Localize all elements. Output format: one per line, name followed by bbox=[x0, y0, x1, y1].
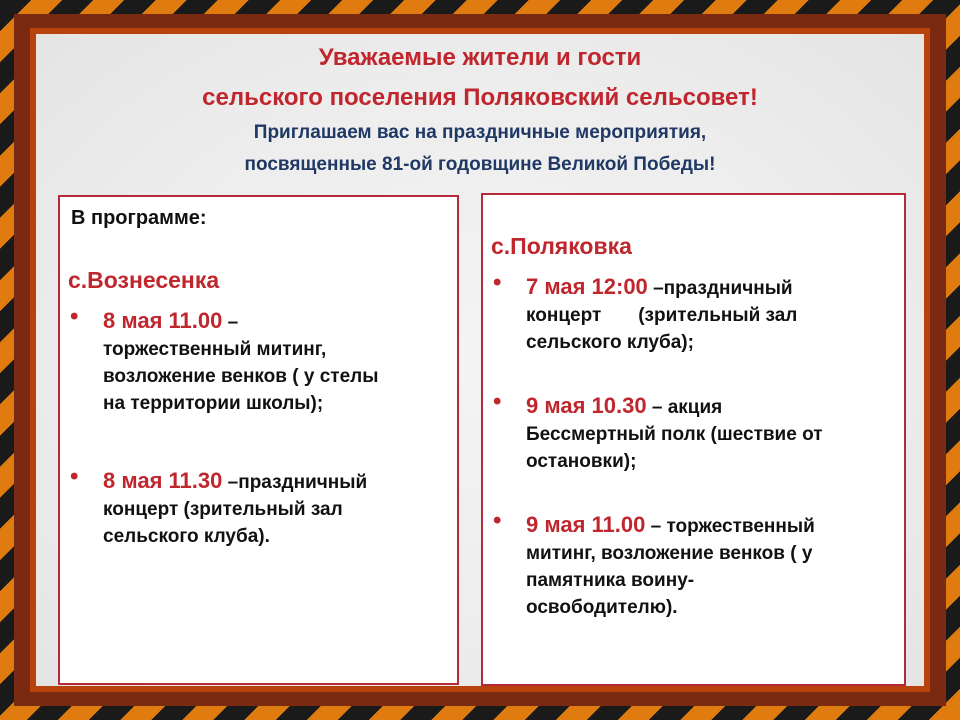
event-item bbox=[70, 463, 368, 550]
event-separator: – bbox=[222, 312, 239, 333]
event-line: сельского клуба); bbox=[526, 332, 694, 353]
event-date: 8 мая 11.30 bbox=[103, 468, 223, 493]
event-item bbox=[493, 388, 823, 475]
village-voznesenka: с.Вознесенка bbox=[68, 267, 220, 293]
event-text: праздничный bbox=[663, 278, 793, 299]
event-line bbox=[526, 273, 797, 302]
event-line: концерт (зрительный зал bbox=[103, 499, 343, 520]
event-text: торжественный bbox=[666, 516, 815, 537]
event-line: торжественный митинг, bbox=[103, 339, 327, 360]
event-line: митинг, возложение венков ( у bbox=[526, 543, 813, 564]
event-date: 9 мая 10.30 bbox=[526, 393, 647, 418]
event-item bbox=[70, 303, 379, 417]
village-polyakovka: с.Поляковка bbox=[491, 233, 632, 259]
event-line: концерт (зрительный зал bbox=[526, 305, 798, 326]
bullet-icon: • bbox=[70, 463, 79, 490]
event-item bbox=[493, 507, 815, 621]
event-separator: – bbox=[647, 278, 664, 299]
event-date: 8 мая 11.00 bbox=[103, 308, 223, 333]
event-item bbox=[493, 269, 798, 356]
event-line: на территории школы); bbox=[103, 393, 324, 414]
bullet-icon: • bbox=[70, 303, 79, 330]
subtitle-anniversary: посвященные 81-ой годовщине Великой Победы! bbox=[244, 154, 716, 175]
event-line bbox=[526, 511, 815, 540]
event-line bbox=[103, 467, 367, 496]
event-line bbox=[103, 307, 378, 336]
event-line: памятника воину- bbox=[526, 570, 695, 591]
program-box-polyakovka bbox=[481, 193, 906, 686]
event-line bbox=[526, 392, 823, 421]
event-line: сельского клуба). bbox=[103, 526, 270, 547]
subtitle-invitation: Приглашаем вас на праздничные мероприятия, bbox=[253, 122, 707, 143]
event-date: 7 мая 12:00 bbox=[526, 274, 648, 299]
event-separator: – bbox=[645, 516, 667, 537]
event-separator: – bbox=[222, 472, 239, 493]
program-box-voznesenka bbox=[58, 195, 459, 685]
event-text: акция bbox=[667, 397, 723, 418]
title-settlement: сельского поселения Поляковский сельсовет! bbox=[202, 84, 758, 111]
event-date: 9 мая 11.00 bbox=[526, 512, 646, 537]
title-greeting: Уважаемые жители и гости bbox=[318, 44, 642, 71]
bullet-icon: • bbox=[493, 507, 502, 534]
event-line: Бессмертный полк (шествие от bbox=[526, 424, 823, 445]
bullet-icon: • bbox=[493, 388, 502, 415]
event-line: остановки); bbox=[526, 451, 637, 472]
program-label: В программе: bbox=[71, 207, 207, 229]
event-line: освободителю). bbox=[526, 597, 678, 618]
event-line: возложение венков ( у стелы bbox=[103, 366, 379, 387]
event-separator: – bbox=[646, 397, 668, 418]
bullet-icon: • bbox=[493, 269, 502, 296]
event-text: праздничный bbox=[238, 472, 368, 493]
